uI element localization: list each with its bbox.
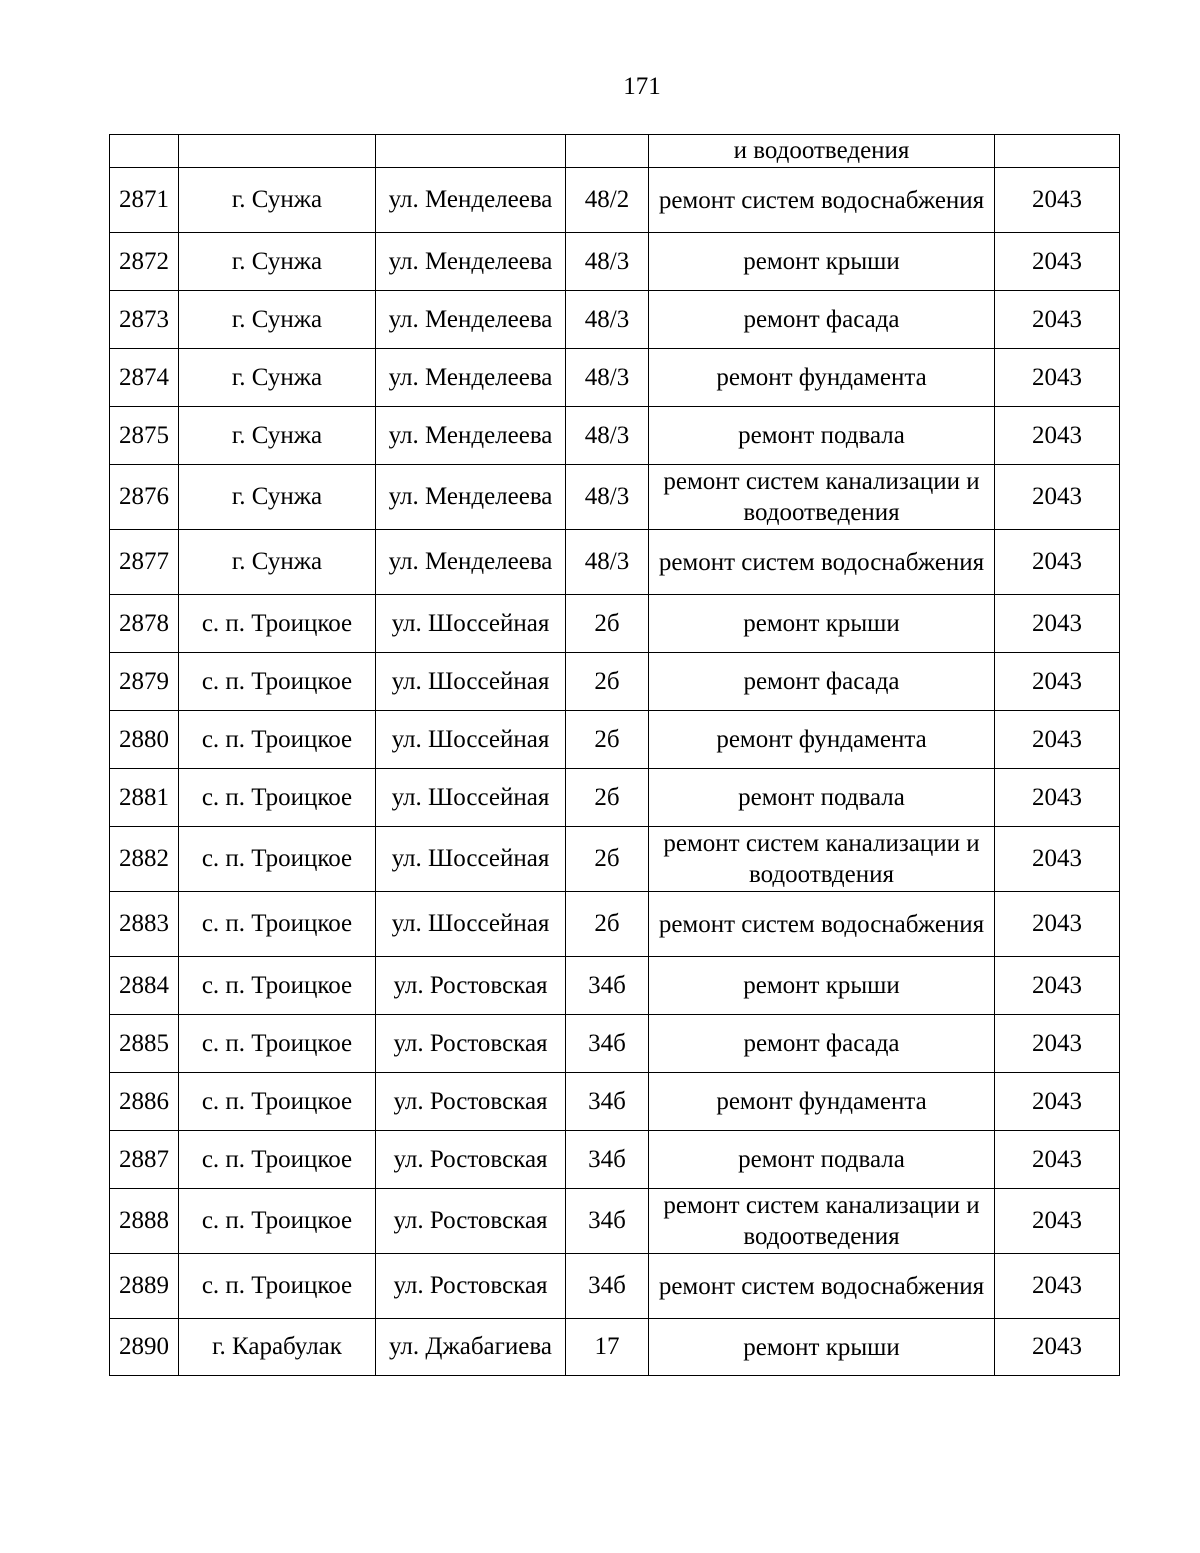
cell-work: ремонт фундамента (649, 1073, 995, 1131)
cell-year (995, 135, 1120, 168)
cell-year: 2043 (995, 1015, 1120, 1073)
cell-work: ремонт фасада (649, 653, 995, 711)
cell-house: 48/3 (566, 530, 649, 595)
table-row (110, 168, 1120, 233)
table-row (110, 595, 1120, 653)
table-row (110, 291, 1120, 349)
table-row (110, 1073, 1120, 1131)
cell-year: 2043 (995, 1254, 1120, 1319)
cell-city: с. п. Троицкое (179, 1189, 376, 1254)
cell-work: ремонт фундамента (649, 349, 995, 407)
cell-num: 2889 (110, 1254, 179, 1319)
cell-street: ул. Шоссейная (376, 653, 566, 711)
cell-house: 34б (566, 1015, 649, 1073)
cell-city: г. Сунжа (179, 349, 376, 407)
cell-work: ремонт крыши (649, 1319, 995, 1376)
cell-work: ремонт систем водоснабжения (649, 530, 995, 595)
cell-house: 34б (566, 1189, 649, 1254)
cell-house: 17 (566, 1319, 649, 1376)
cell-city: г. Сунжа (179, 233, 376, 291)
cell-house: 48/3 (566, 291, 649, 349)
table-row (110, 1131, 1120, 1189)
table-row (110, 1015, 1120, 1073)
cell-num: 2871 (110, 168, 179, 233)
cell-street: ул. Шоссейная (376, 711, 566, 769)
cell-num: 2878 (110, 595, 179, 653)
table-row (110, 711, 1120, 769)
cell-num: 2875 (110, 407, 179, 465)
cell-house: 48/3 (566, 465, 649, 530)
continuation-row (110, 135, 1120, 168)
cell-street: ул. Шоссейная (376, 595, 566, 653)
cell-year: 2043 (995, 1319, 1120, 1376)
cell-work: ремонт крыши (649, 233, 995, 291)
cell-street: ул. Менделеева (376, 530, 566, 595)
cell-house: 34б (566, 1073, 649, 1131)
cell-house: 34б (566, 1254, 649, 1319)
cell-street: ул. Ростовская (376, 1189, 566, 1254)
cell-house: 48/3 (566, 349, 649, 407)
cell-num: 2883 (110, 892, 179, 957)
table-row (110, 1319, 1120, 1376)
cell-work: ремонт фасада (649, 1015, 995, 1073)
cell-work: ремонт систем канализации и водоотведения (649, 1189, 995, 1254)
table-row (110, 465, 1120, 530)
cell-work: ремонт крыши (649, 957, 995, 1015)
cell-num: 2881 (110, 769, 179, 827)
cell-house: 2б (566, 769, 649, 827)
cell-city: с. п. Троицкое (179, 653, 376, 711)
cell-num: 2885 (110, 1015, 179, 1073)
table-row (110, 653, 1120, 711)
cell-work: ремонт фасада (649, 291, 995, 349)
cell-work: ремонт систем канализации и водоотведения (649, 465, 995, 530)
cell-city: с. п. Троицкое (179, 1073, 376, 1131)
cell-year: 2043 (995, 769, 1120, 827)
cell-num (110, 135, 179, 168)
cell-year: 2043 (995, 957, 1120, 1015)
cell-street: ул. Джабагиева (376, 1319, 566, 1376)
table-body (110, 135, 1120, 1376)
cell-city: с. п. Троицкое (179, 1131, 376, 1189)
cell-num: 2882 (110, 827, 179, 892)
cell-street: ул. Ростовская (376, 1131, 566, 1189)
cell-street: ул. Шоссейная (376, 769, 566, 827)
cell-city: с. п. Троицкое (179, 769, 376, 827)
cell-street: ул. Менделеева (376, 233, 566, 291)
table-row (110, 769, 1120, 827)
cell-city: г. Сунжа (179, 291, 376, 349)
cell-work: ремонт крыши (649, 595, 995, 653)
cell-city: с. п. Троицкое (179, 957, 376, 1015)
cell-street: ул. Ростовская (376, 1254, 566, 1319)
table-row (110, 1189, 1120, 1254)
table-row (110, 233, 1120, 291)
cell-year: 2043 (995, 291, 1120, 349)
cell-house: 48/3 (566, 407, 649, 465)
cell-num: 2887 (110, 1131, 179, 1189)
cell-year: 2043 (995, 407, 1120, 465)
cell-year: 2043 (995, 530, 1120, 595)
cell-num: 2874 (110, 349, 179, 407)
cell-street: ул. Ростовская (376, 1015, 566, 1073)
cell-city: г. Сунжа (179, 530, 376, 595)
cell-num: 2876 (110, 465, 179, 530)
cell-num: 2886 (110, 1073, 179, 1131)
cell-work: ремонт систем канализации и водоотвдения (649, 827, 995, 892)
cell-house: 34б (566, 1131, 649, 1189)
page-number: 171 (623, 73, 661, 100)
cell-num: 2884 (110, 957, 179, 1015)
cell-street: ул. Менделеева (376, 168, 566, 233)
cell-num: 2880 (110, 711, 179, 769)
cell-street: ул. Менделеева (376, 407, 566, 465)
cell-city: г. Сунжа (179, 465, 376, 530)
cell-house: 2б (566, 711, 649, 769)
cell-num: 2873 (110, 291, 179, 349)
cell-city: г. Сунжа (179, 168, 376, 233)
cell-num: 2877 (110, 530, 179, 595)
cell-work: ремонт систем водоснабжения (649, 168, 995, 233)
cell-city: с. п. Троицкое (179, 827, 376, 892)
cell-city: с. п. Троицкое (179, 595, 376, 653)
cell-city: с. п. Троицкое (179, 892, 376, 957)
cell-num: 2890 (110, 1319, 179, 1376)
table-row (110, 407, 1120, 465)
cell-year: 2043 (995, 1189, 1120, 1254)
cell-work: и водоотведения (649, 135, 995, 168)
cell-city: г. Сунжа (179, 407, 376, 465)
cell-city: с. п. Троицкое (179, 1015, 376, 1073)
cell-city: с. п. Троицкое (179, 1254, 376, 1319)
table-row (110, 530, 1120, 595)
cell-num: 2872 (110, 233, 179, 291)
cell-street (376, 135, 566, 168)
cell-year: 2043 (995, 892, 1120, 957)
table-row (110, 349, 1120, 407)
cell-house: 2б (566, 892, 649, 957)
cell-year: 2043 (995, 1131, 1120, 1189)
cell-num: 2888 (110, 1189, 179, 1254)
cell-street: ул. Ростовская (376, 957, 566, 1015)
cell-year: 2043 (995, 233, 1120, 291)
cell-street: ул. Шоссейная (376, 892, 566, 957)
cell-year: 2043 (995, 349, 1120, 407)
cell-house: 2б (566, 653, 649, 711)
cell-house: 48/2 (566, 168, 649, 233)
repair-schedule-table (109, 134, 1120, 1376)
cell-num: 2879 (110, 653, 179, 711)
cell-work: ремонт фундамента (649, 711, 995, 769)
cell-work: ремонт подвала (649, 769, 995, 827)
cell-work: ремонт систем водоснабжения (649, 892, 995, 957)
cell-city: с. п. Троицкое (179, 711, 376, 769)
cell-house: 2б (566, 827, 649, 892)
table-row (110, 827, 1120, 892)
cell-year: 2043 (995, 1073, 1120, 1131)
cell-house: 2б (566, 595, 649, 653)
cell-city (179, 135, 376, 168)
cell-house (566, 135, 649, 168)
cell-year: 2043 (995, 168, 1120, 233)
cell-street: ул. Шоссейная (376, 827, 566, 892)
cell-street: ул. Ростовская (376, 1073, 566, 1131)
cell-work: ремонт подвала (649, 1131, 995, 1189)
cell-street: ул. Менделеева (376, 465, 566, 530)
cell-city: г. Карабулак (179, 1319, 376, 1376)
cell-house: 34б (566, 957, 649, 1015)
cell-work: ремонт подвала (649, 407, 995, 465)
cell-year: 2043 (995, 827, 1120, 892)
cell-year: 2043 (995, 595, 1120, 653)
cell-street: ул. Менделеева (376, 291, 566, 349)
cell-street: ул. Менделеева (376, 349, 566, 407)
cell-year: 2043 (995, 653, 1120, 711)
table-row (110, 1254, 1120, 1319)
cell-house: 48/3 (566, 233, 649, 291)
cell-year: 2043 (995, 711, 1120, 769)
cell-work: ремонт систем водоснабжения (649, 1254, 995, 1319)
cell-year: 2043 (995, 465, 1120, 530)
table-row (110, 892, 1120, 957)
table-row (110, 957, 1120, 1015)
